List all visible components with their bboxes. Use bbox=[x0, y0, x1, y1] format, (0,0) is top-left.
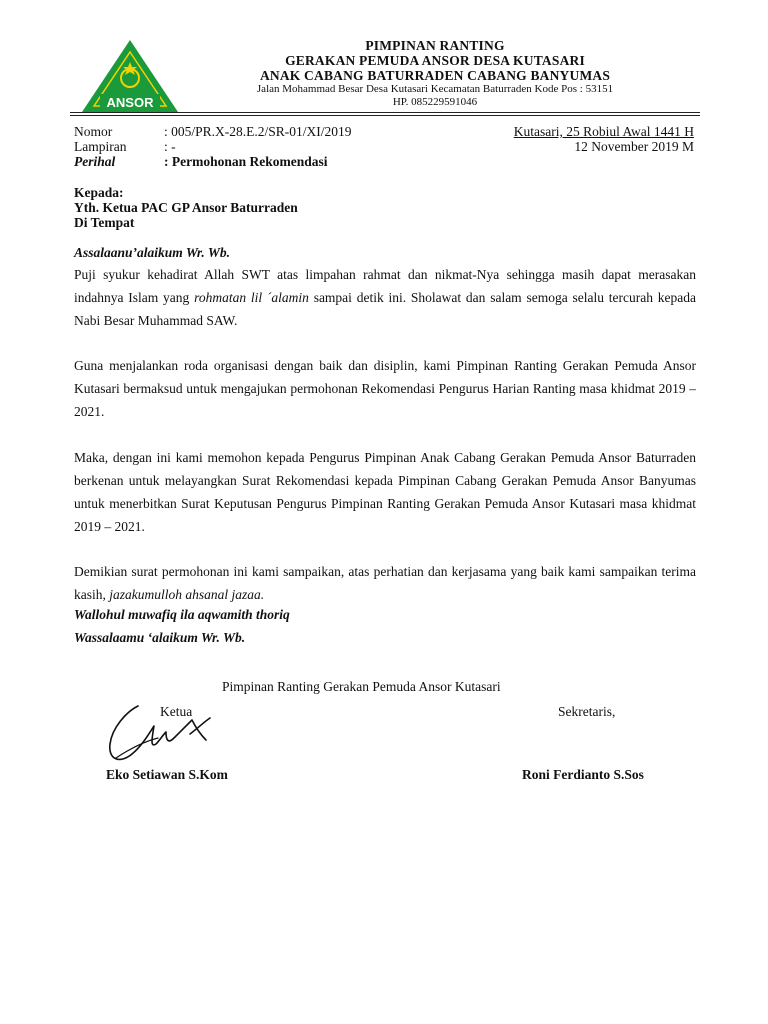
paragraph-2: Guna menjalankan roda organisasi dengan baik dan disiplin, kami Pimpinan Ranting Gerakan Pemuda Ansor Kutasari bermaksud untuk mengajukan permohonan Rekomendasi Pengurus Harian Ranting masa khidmat 2019 – 2021. bbox=[74, 358, 696, 419]
letterhead-address: Jalan Mohammad Besar Desa Kutasari Kecamatan Baturraden Kode Pos : 53151 bbox=[256, 83, 614, 95]
letterhead-line2: GERAKAN PEMUDA ANSOR DESA KUTASARI bbox=[285, 53, 585, 68]
paragraph-3: Maka, dengan ini kami memohon kepada Pengurus Pimpinan Anak Cabang Gerakan Pemuda Ansor Baturraden berkenan untuk melayangkan Surat Rekomendasi kepada Pimpinan Cabang Gerakan Pemuda Ansor Banyumas untuk menerbitkan Surat Keputusan Pengurus Pimpinan Ranting Gerakan Pemuda Ansor Kutasari masa khidmat 2019 – 2021. bbox=[74, 450, 696, 534]
ansor-logo bbox=[80, 38, 180, 114]
nomor-label: Nomor bbox=[74, 124, 113, 139]
letterhead-line3: ANAK CABANG BATURRADEN CABANG BANYUMAS bbox=[259, 68, 611, 83]
sekretaris-name: Roni Ferdianto S.Sos bbox=[522, 767, 644, 782]
lampiran-value: : - bbox=[164, 139, 176, 154]
ketua-name: Eko Setiawan S.Kom bbox=[106, 767, 228, 782]
closing-line-1: Wallohul muwafiq ila aqwamith thoriq bbox=[74, 607, 290, 622]
perihal-value: : Permohonan Rekomendasi bbox=[164, 154, 328, 169]
letterhead-line1: PIMPINAN RANTING bbox=[365, 38, 505, 53]
paragraph-4 bbox=[74, 560, 696, 606]
letterhead-divider-2 bbox=[70, 115, 700, 116]
nomor-value: : 005/PR.X-28.E.2/SR-01/XI/2019 bbox=[164, 124, 352, 139]
handwritten-signature bbox=[98, 698, 218, 778]
logo-text: ANSOR bbox=[106, 95, 154, 110]
date-hijri: Kutasari, 25 Robiul Awal 1441 H bbox=[513, 124, 694, 139]
date-masehi: 12 November 2019 M bbox=[574, 139, 694, 154]
closing-line-2: Wassalaamu ‘alaikum Wr. Wb. bbox=[74, 630, 246, 645]
perihal-label: Perihal bbox=[74, 154, 116, 169]
ketua-title: Ketua bbox=[160, 704, 193, 719]
paragraph-1-text-b: sampai detik ini. Sholawat dan salam semoga selalu tercurah kepada Nabi Besar Muhammad SAW. bbox=[74, 290, 696, 328]
letterhead-phone: HP. 085229591046 bbox=[392, 96, 478, 108]
sekretaris-title: Sekretaris, bbox=[558, 704, 616, 719]
paragraph-1-text-a: Puji syukur kehadirat Allah SWT atas limpahan rahmat dan nikmat-Nya sehingga masih dapat merasakan indahnya Islam yang bbox=[74, 267, 696, 305]
paragraph-1-italic: rohmatan lil ´alamin bbox=[194, 290, 309, 305]
greeting: Assalaanu’alaikum Wr. Wb. bbox=[74, 245, 231, 260]
paragraph-4-italic: jazakumulloh ahsanal jazaa. bbox=[109, 587, 265, 602]
paragraph-4-text: Demikian surat permohonan ini kami sampaikan, atas perhatian dan kerjasama yang baik kami sampaikan terima kasih, bbox=[74, 564, 696, 602]
recipient-place: Di Tempat bbox=[74, 215, 135, 230]
signature-organization: Pimpinan Ranting Gerakan Pemuda Ansor Kutasari bbox=[222, 679, 501, 694]
recipient-name: Yth. Ketua PAC GP Ansor Baturraden bbox=[74, 200, 298, 215]
kepada-label: Kepada: bbox=[74, 185, 124, 200]
paragraph-1 bbox=[74, 263, 696, 332]
letterhead-divider bbox=[70, 112, 700, 113]
lampiran-label: Lampiran bbox=[74, 139, 127, 154]
